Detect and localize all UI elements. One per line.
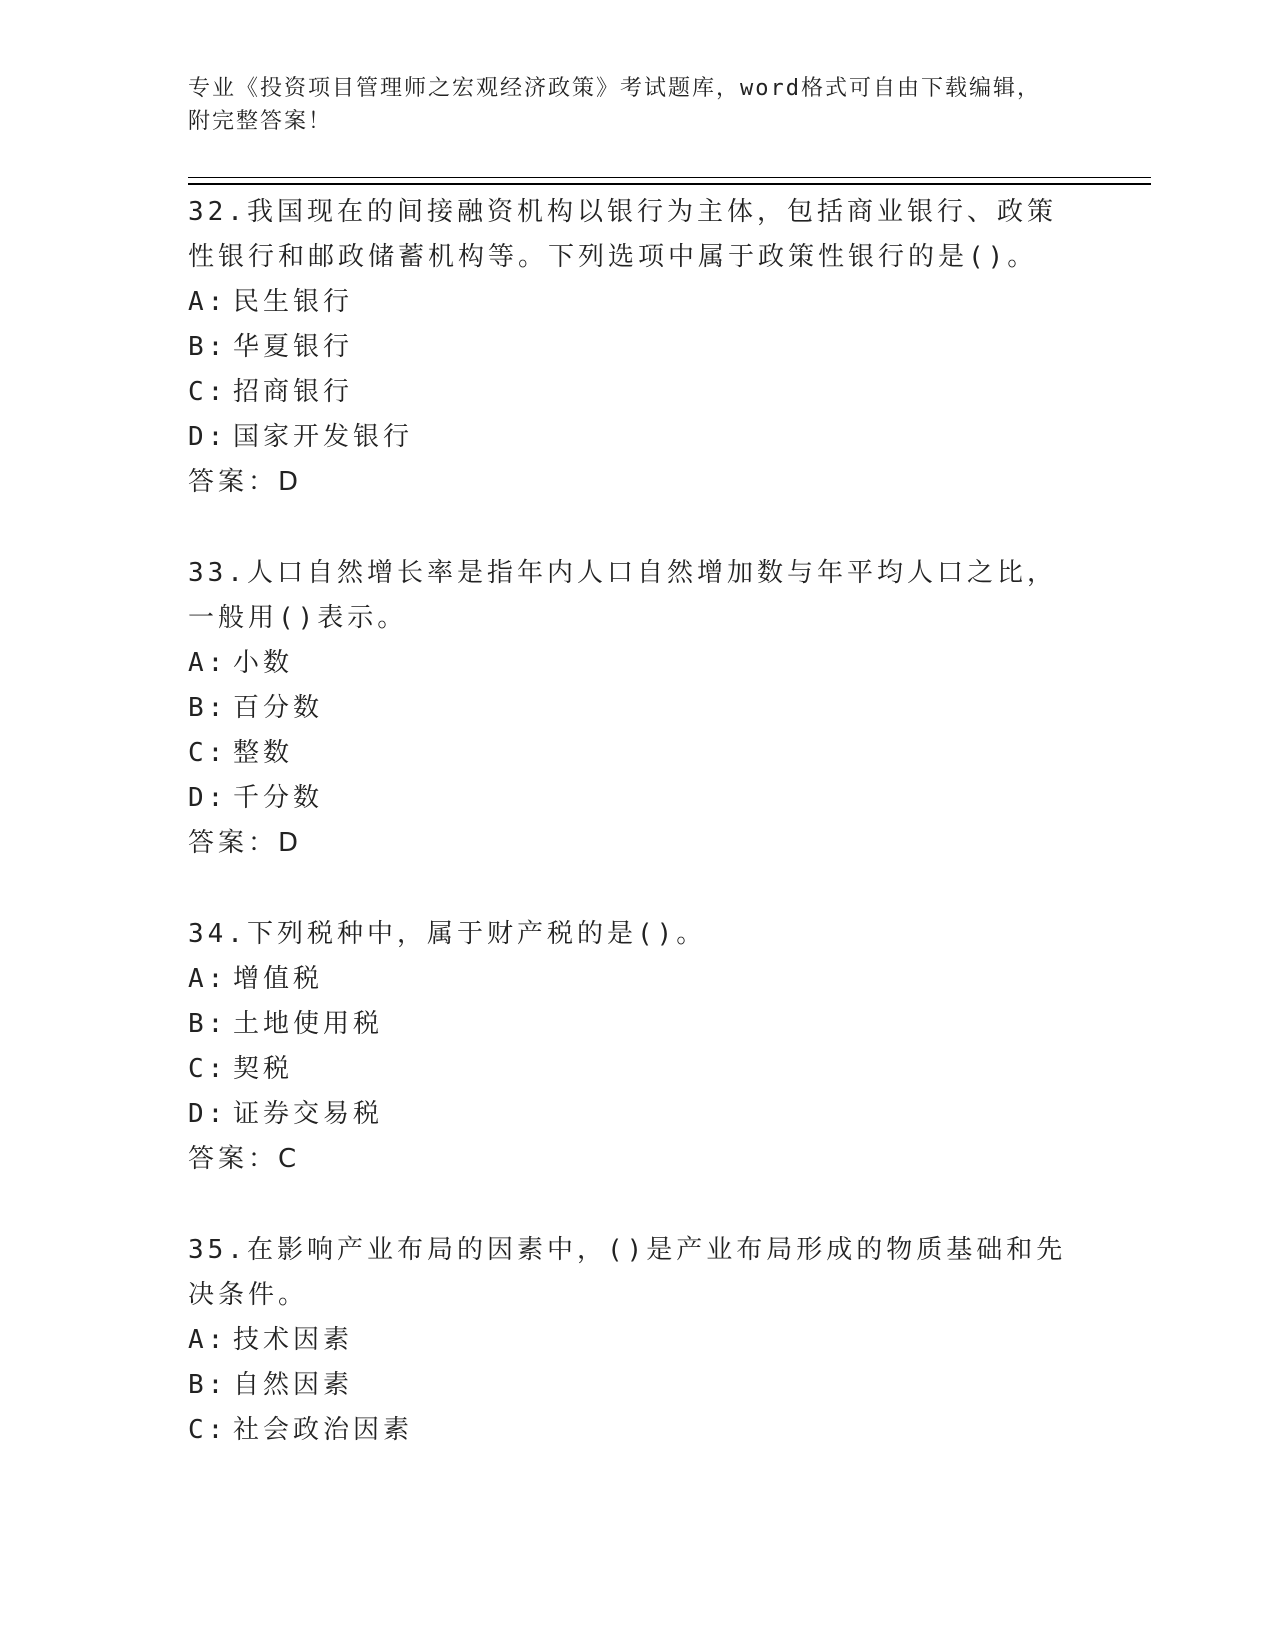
question-34: [188, 912, 1078, 1182]
option-c: [188, 370, 1078, 415]
option-text: 证券交易税: [233, 1099, 384, 1129]
answer-line: 答案：C: [188, 1144, 301, 1174]
option-label: A:: [188, 287, 228, 317]
option-text: 国家开发银行: [233, 422, 414, 452]
option-label: B:: [188, 332, 228, 362]
option-text: 增值税: [233, 964, 324, 994]
question-33: [188, 551, 1078, 866]
option-label: A:: [188, 648, 228, 678]
option-d: [188, 1092, 1078, 1137]
option-label: A:: [188, 1325, 228, 1355]
question-text: 34.下列税种中，属于财产税的是()。: [188, 919, 707, 949]
option-text: 土地使用税: [233, 1009, 384, 1039]
option-b: [188, 1363, 1078, 1408]
answer-line: 答案：D: [188, 828, 303, 858]
option-label: B:: [188, 693, 228, 723]
option-text: 契税: [233, 1054, 294, 1084]
option-label: B:: [188, 1370, 228, 1400]
question-35: [188, 1228, 1078, 1453]
option-a: [188, 641, 1078, 686]
answer-line: 答案：D: [188, 467, 303, 497]
option-b: [188, 325, 1078, 370]
question-32: [188, 190, 1078, 505]
option-c: [188, 1408, 1078, 1453]
option-text: 整数: [233, 738, 294, 768]
option-label: A:: [188, 964, 228, 994]
question-text: 35.在影响产业布局的因素中，()是产业布局形成的物质基础和先决条件。: [188, 1235, 1067, 1310]
option-label: D:: [188, 1099, 228, 1129]
option-label: B:: [188, 1009, 228, 1039]
option-text: 小数: [233, 648, 294, 678]
document-header: [188, 72, 1088, 138]
option-text: 自然因素: [233, 1370, 354, 1400]
option-label: D:: [188, 783, 228, 813]
option-a: [188, 957, 1078, 1002]
option-a: [188, 280, 1078, 325]
option-text: 华夏银行: [233, 332, 354, 362]
option-d: [188, 415, 1078, 460]
option-label: C:: [188, 738, 228, 768]
header-line-1: 专业《投资项目管理师之宏观经济政策》考试题库，word格式可自由下载编辑，: [188, 76, 1041, 101]
header-line-2: 附完整答案！: [188, 109, 333, 134]
option-label: D:: [188, 422, 228, 452]
option-b: [188, 1002, 1078, 1047]
option-text: 招商银行: [233, 377, 354, 407]
option-label: C:: [188, 377, 228, 407]
option-d: [188, 776, 1078, 821]
option-text: 技术因素: [233, 1325, 354, 1355]
question-text: 33.人口自然增长率是指年内人口自然增加数与年平均人口之比，一般用()表示。: [188, 558, 1057, 633]
option-c: [188, 731, 1078, 776]
option-text: 民生银行: [233, 287, 354, 317]
option-text: 百分数: [233, 693, 324, 723]
header-divider-thick: [188, 183, 1151, 185]
option-text: 社会政治因素: [233, 1415, 414, 1445]
header-divider-thin: [188, 177, 1151, 178]
question-text: 32.我国现在的间接融资机构以银行为主体，包括商业银行、政策性银行和邮政储蓄机构等。下列选项中属于政策性银行的是()。: [188, 197, 1057, 272]
option-text: 千分数: [233, 783, 324, 813]
option-a: [188, 1318, 1078, 1363]
question-list: [188, 190, 1078, 1499]
option-b: [188, 686, 1078, 731]
option-label: C:: [188, 1054, 228, 1084]
option-c: [188, 1047, 1078, 1092]
option-label: C:: [188, 1415, 228, 1445]
